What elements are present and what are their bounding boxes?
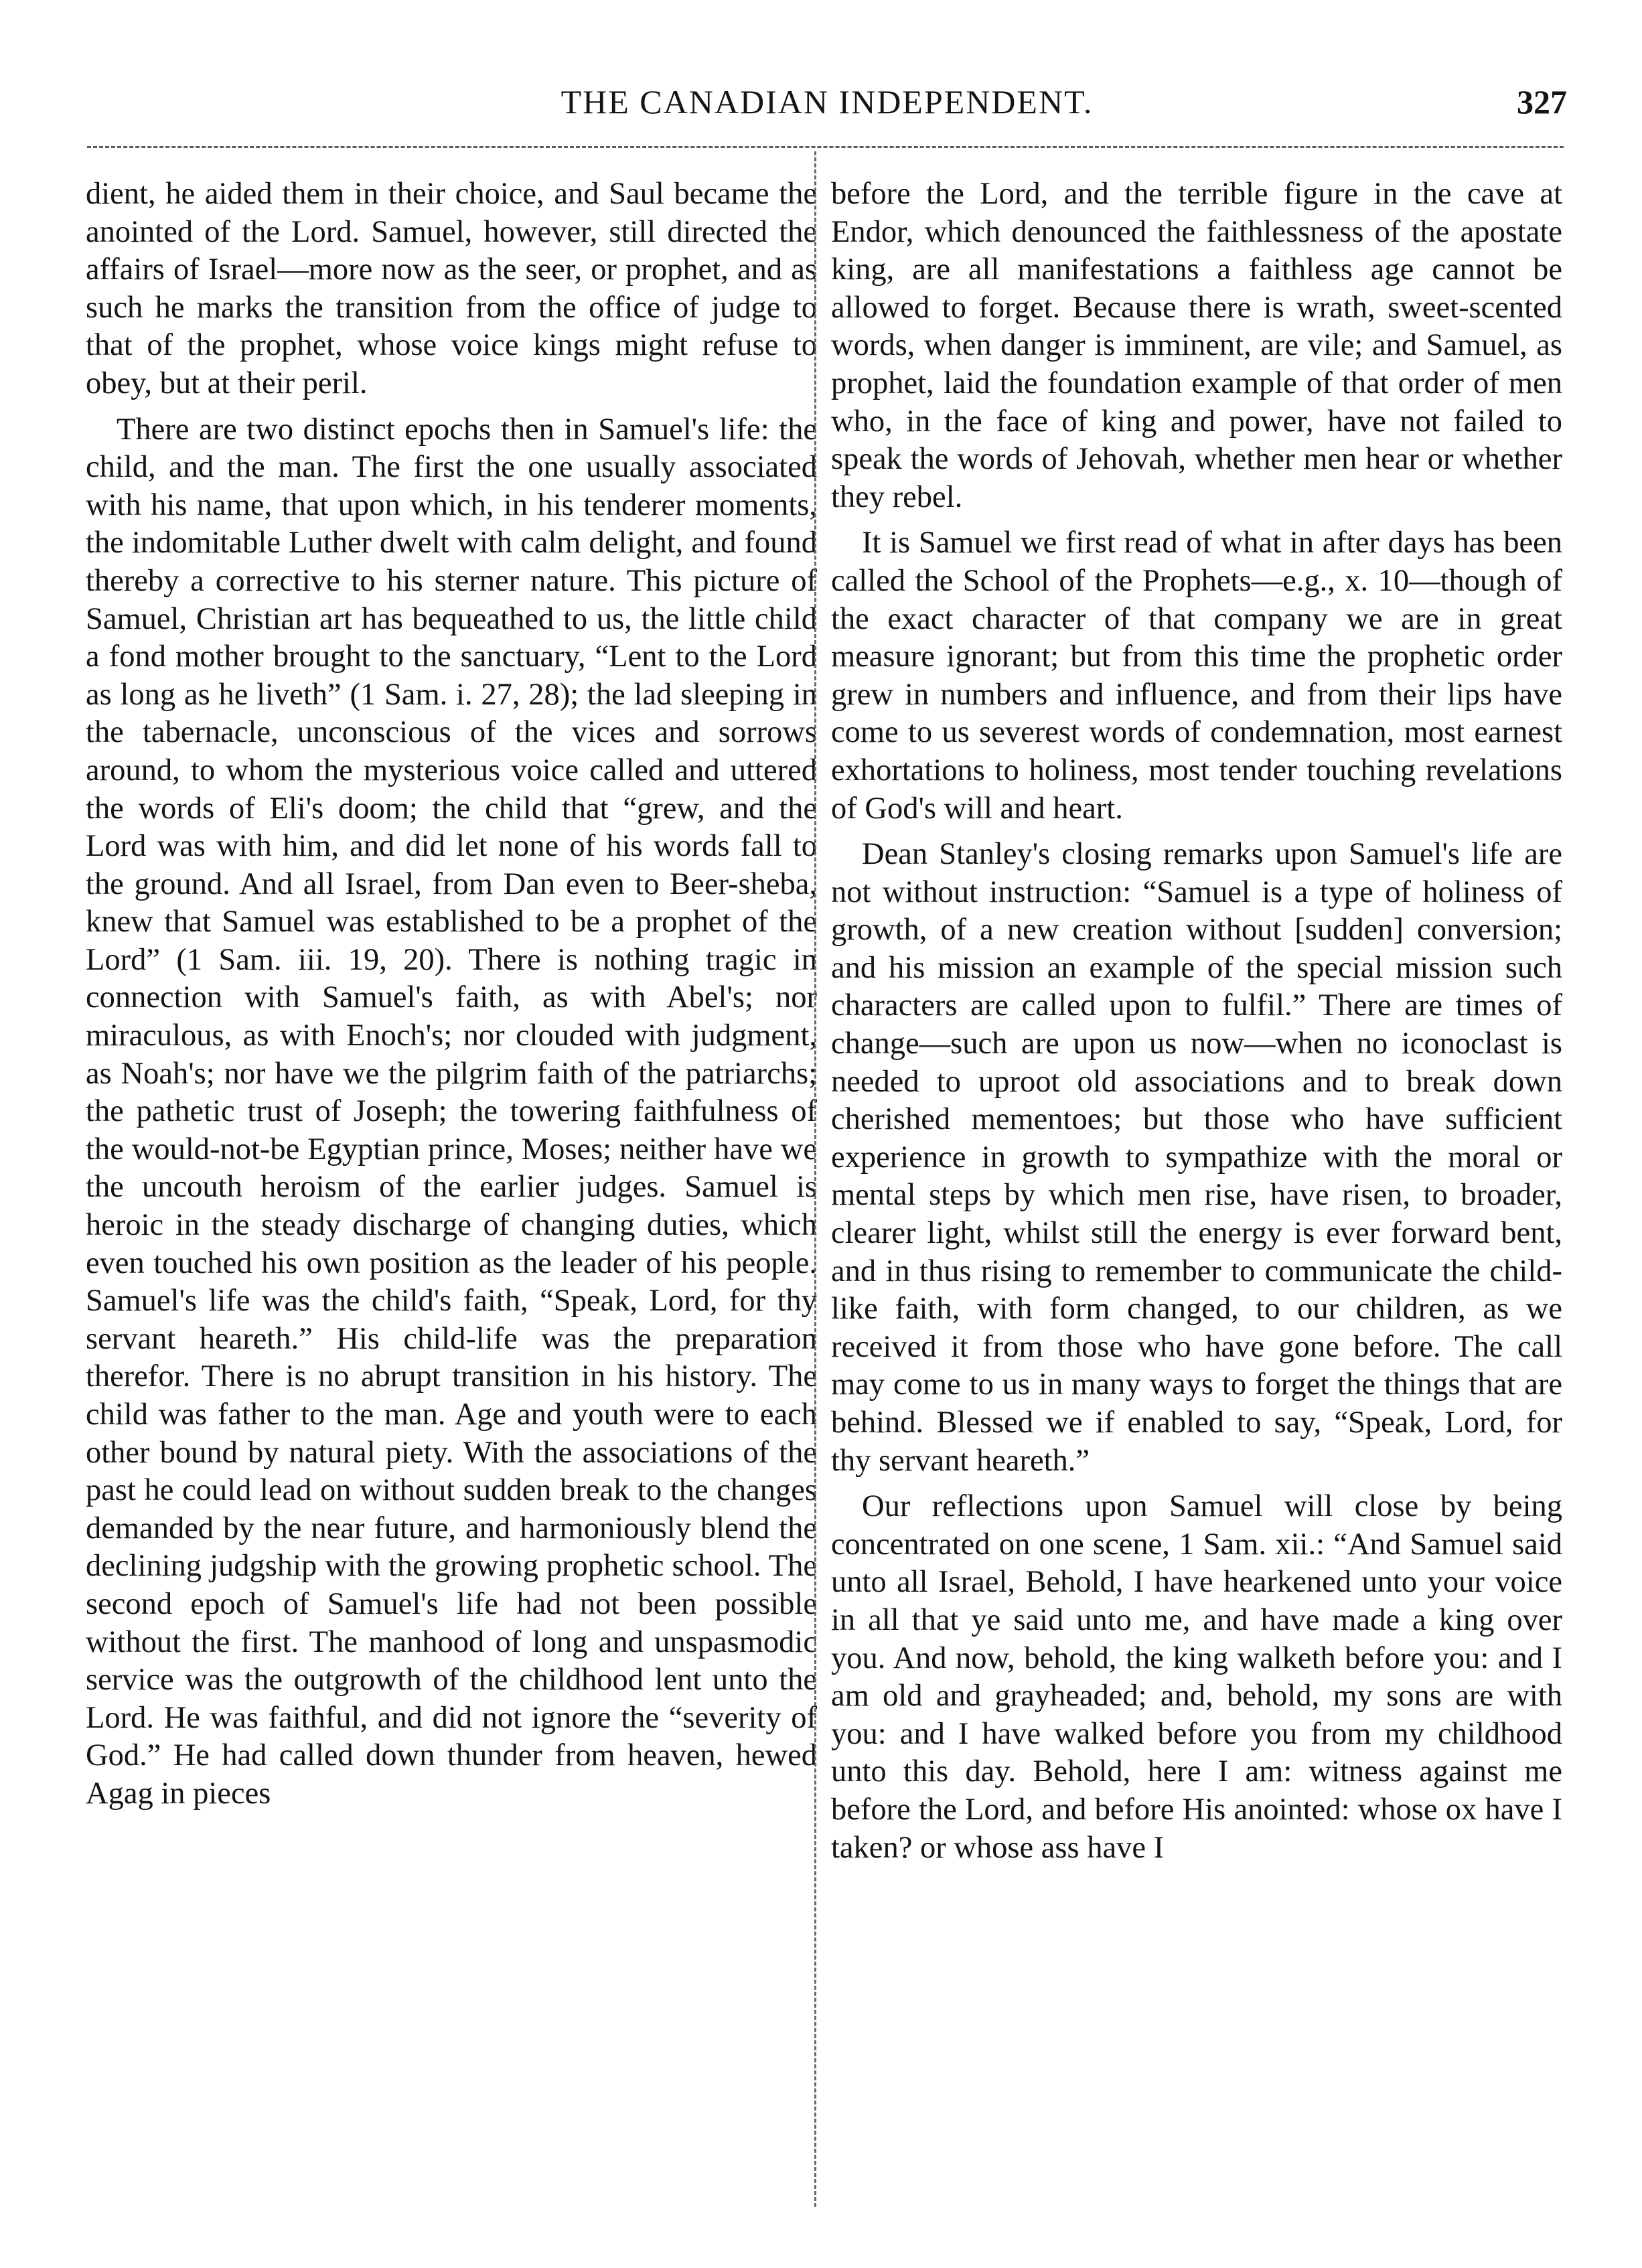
column-divider xyxy=(814,151,816,2207)
paragraph: dient, he aided them in their choice, and Saul became the anointed of the Lord. Samuel, however, still directed the affairs of Israel—more now as the seer, or prophet, and as such he marks the transition from the office of judge to that of the prophet, whose voice kings might refuse to obey, but at their peril. xyxy=(86,177,817,400)
paragraph: Our reflections upon Samuel will close by being concentrated on one scene, 1 Sam. xii.: “And Samuel said unto all Israel, Behold, I have hearkened unto your voice in all that ye said unto me, and have made a king over you. And now, behold, the king walketh before you: and I am old and grayheaded; and, behold, my sons are with you: and I have walked before you from my childhood unto this day. Behold, here I am: witness against me before the Lord, and before His anointed: whose ox have I taken? or whose ass have I xyxy=(831,1489,1562,1865)
running-title: THE CANADIAN INDEPENDENT. xyxy=(561,83,1094,121)
paragraph: It is Samuel we first read of what in after days has been called the School of the Prophets—e.g., x. 10—though of the exact character of that company we are in great measure ignorant; but from this time the prophetic order grew in numbers and influence, and from their lips have come to us severest words of condemnation, most earnest exhortations to holiness, most tender touching revelations of God's will and heart. xyxy=(831,526,1562,826)
header-rule xyxy=(87,146,1564,148)
page-header xyxy=(87,75,1567,129)
paragraph: Dean Stanley's closing remarks upon Samuel's life are not without instruction: “Samuel is a type of holiness of growth, of a new creation without [sudden] conversion; and his mission an example of the special mission such characters are called upon to fulfil.” There are times of change—such are upon us now—when no iconoclast is needed to uproot old associations and to break down cherished mementoes; but those who have sufficient experience in growth to sympathize with the moral or mental steps by which men rise, have risen, to broader, clearer light, whilst still the energy is ever forward bent, and in thus rising to remember to communicate the child-like faith, with form changed, to our children, as we received it from those who have gone before. The call may come to us in many ways to forget the things that are behind. Blessed we if enabled to say, “Speak, Lord, for thy servant heareth.” xyxy=(831,837,1562,1478)
paragraph: before the Lord, and the terrible figure in the cave at Endor, which denounced the faithlessness of the apostate king, are all manifestations a faithless age cannot be allowed to forget. Because there is wrath, sweet-scented words, when danger is imminent, are vile; and Samuel, as prophet, laid the foundation example of that order of men who, in the face of king and power, have not failed to speak the words of Jehovah, whether men hear or whether they rebel. xyxy=(831,177,1562,514)
right-column xyxy=(831,175,1562,1875)
page-number: 327 xyxy=(1517,83,1567,121)
paragraph: There are two distinct epochs then in Samuel's life: the child, and the man. The first the one usually associated with his name, that upon which, in his tenderer moments, the indomitable Luther dwelt with calm delight, and found thereby a corrective to his sterner nature. This picture of Samuel, Christian art has bequeathed to us, the little child a fond mother brought to the sanctuary, “Lent to the Lord as long as he liveth” (1 Sam. i. 27, 28); the lad sleeping in the tabernacle, unconscious of the vices and sorrows around, to whom the mysterious voice called and uttered the words of Eli's doom; the child that “grew, and the Lord was with him, and did let none of his words fall to the ground. And all Israel, from Dan even to Beer-sheba, knew that Samuel was established to be a prophet of the Lord” (1 Sam. iii. 19, 20). There is nothing tragic in connection with Samuel's faith, as with Abel's; nor miraculous, as with Enoch's; nor clouded with judgment, as Noah's; nor have we the pilgrim faith of the patriarchs; the pathetic trust of Joseph; the towering faithfulness of the would-not-be Egyptian prince, Moses; neither have we the uncouth heroism of the earlier judges. Samuel is heroic in the steady discharge of changing duties, which even touched his own position as the leader of his people. Samuel's life was the child's faith, “Speak, Lord, for thy servant heareth.” His child-life was the preparation therefor. There is no abrupt transition in his history. The child was father to the man. Age and youth were to each other bound by natural piety. With the associations of the past he could lead on without sudden break to the changes demanded by the near future, and harmoniously blend the declining judgship with the growing prophetic school. The second epoch of Samuel's life had not been possible without the first. The manhood of long and unspasmodic service was the outgrowth of the childhood lent unto the Lord. He was faithful, and did not ignore the “severity of God.” He had called down thunder from heaven, hewed Agag in pieces xyxy=(86,412,817,1811)
left-column xyxy=(86,175,817,1821)
